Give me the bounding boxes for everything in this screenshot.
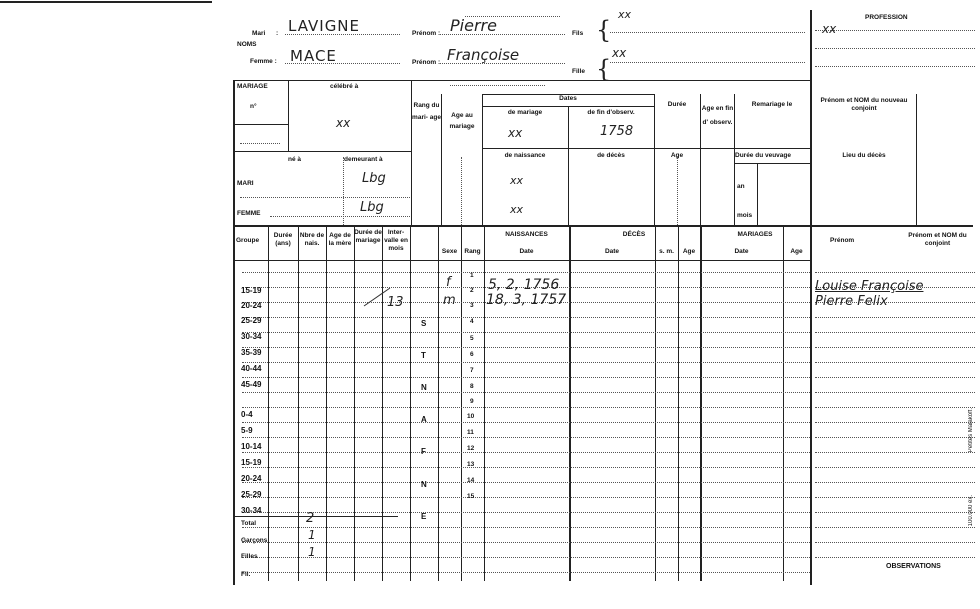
group-label: 35-39 <box>241 348 262 357</box>
mari-name-value: LAVIGNE <box>288 17 361 35</box>
group-label: 25-29 <box>241 316 262 325</box>
dates-label: Dates <box>559 95 577 102</box>
prenom-conjoint-header: Prénom et NOM du conjoint <box>908 232 967 247</box>
sm-header: s. m. <box>659 248 674 255</box>
rank-number: 4 <box>470 318 474 325</box>
femme-prenom-label: Prénom : <box>412 59 441 66</box>
group-label: 30-34 <box>241 332 262 341</box>
de-fin-label: de fin d'observ. <box>587 109 635 116</box>
child1-birth-date: 5, 2, 1756 <box>488 277 560 293</box>
group-label: 40-44 <box>241 364 262 373</box>
femme-prenom-value: Françoise <box>447 46 520 64</box>
child1-sexe: f <box>446 275 451 290</box>
nbre-header: Nbre de nais. <box>299 232 325 247</box>
vertical-letter: E <box>421 512 427 521</box>
prenom-nom-conjoint-label: Prénom et NOM du nouveau conjoint <box>820 97 908 112</box>
rank-number: 7 <box>470 367 474 374</box>
lieu-deces-label: Lieu du décès <box>842 152 886 159</box>
fils-label: Fils <box>572 30 584 37</box>
mari-colon: : <box>276 30 279 37</box>
rank-number: 5 <box>470 335 474 342</box>
mari-prenom-value: Pierre <box>450 16 497 35</box>
age-deces-label: Age <box>670 152 684 159</box>
rank-number: 6 <box>470 351 474 358</box>
sexe-header: Sexe <box>441 248 458 255</box>
vertical-letter: N <box>421 383 427 392</box>
rank-number: 14 <box>467 477 475 484</box>
age-divider <box>461 157 462 225</box>
rank-number: 11 <box>467 429 474 436</box>
rank-number: 2 <box>470 287 474 294</box>
group-label: 20-24 <box>241 474 262 483</box>
remariage-label: Remariage le <box>751 101 793 108</box>
vertical-letter: N <box>421 480 427 489</box>
duree-label: Durée <box>667 101 687 108</box>
child1-prenom: Louise Françoise <box>815 279 924 294</box>
fille-label: Fille <box>572 68 586 75</box>
demeurant-divider <box>343 157 344 225</box>
group-label: 20-24 <box>241 301 262 310</box>
no-value: xx <box>336 116 351 130</box>
femme-naissance-value: xx <box>510 203 524 216</box>
an-label: an <box>737 183 745 190</box>
child2-birth-date: 18, 3, 1757 <box>486 292 567 308</box>
filles-label: Filles <box>241 553 258 560</box>
rank-number: 12 <box>467 445 475 452</box>
deces-age-header: Age <box>682 248 696 255</box>
fils-brace: { <box>596 16 612 44</box>
rang-mariage-label: Rang du mari- age <box>412 102 441 121</box>
fille-value: xx <box>612 46 627 60</box>
group-label: 25-29 <box>241 490 262 499</box>
intervalle-value: 13 <box>387 295 404 310</box>
vertical-letter: A <box>421 415 427 424</box>
group-label: 45-49 <box>241 380 262 389</box>
demeurant-label: demeurant à <box>344 156 383 163</box>
prenom-header: Prénom <box>830 237 855 244</box>
vertical-letter: T <box>421 351 426 360</box>
mois-label: mois <box>737 212 753 219</box>
observations-label: OBSERVATIONS <box>886 563 941 570</box>
fils-value: xx <box>618 8 632 21</box>
total-value: 2 <box>306 511 315 526</box>
total-label: Total <box>241 520 257 527</box>
groupe-header: Groupe <box>236 237 260 244</box>
vertical-letter: F <box>421 447 426 456</box>
mari-demeurant-value: Lbg <box>362 171 386 186</box>
deces-date-header: Date <box>604 248 620 255</box>
garcons-label: Garçons <box>241 537 268 544</box>
naissances-header: NAISSANCES <box>505 231 548 238</box>
femme-label: Femme : <box>250 58 277 65</box>
rang-header: Rang <box>464 248 481 255</box>
mari-prenom-label: Prénom : <box>412 30 441 37</box>
date-mariage-value: xx <box>508 126 523 140</box>
group-label: 15-19 <box>241 286 262 295</box>
age-deces-divider <box>677 157 678 225</box>
rank-number: 3 <box>470 302 474 309</box>
mariage-date-header: Date <box>734 248 749 255</box>
noms-label: NOMS <box>237 41 257 48</box>
vertical-letter: S <box>421 319 427 328</box>
date-fin-value: 1758 <box>600 124 634 139</box>
rank-number: 1 <box>470 272 474 279</box>
fille-brace: { <box>596 55 612 83</box>
mari-row-label: MARI <box>237 180 254 187</box>
printer-note: Petites Malakoff. <box>968 408 974 453</box>
child2-sexe: m <box>443 293 456 308</box>
profession-value: xx <box>822 22 837 36</box>
mari-naissance-value: xx <box>510 174 524 187</box>
intervalle-header: Inter- valle en mois <box>384 229 408 252</box>
rank-number: 15 <box>467 493 475 500</box>
femme-demeurant-value: Lbg <box>360 200 384 215</box>
femme-name-value: MACE <box>290 47 337 65</box>
femme-row-label: FEMME <box>237 210 261 217</box>
rank-number: 8 <box>470 383 474 390</box>
deces-header: DÉCÈS <box>622 231 646 238</box>
diagonal-stroke <box>362 286 392 308</box>
mari-label: Mari <box>252 30 266 37</box>
rank-number: 13 <box>467 461 475 468</box>
mariages-header: MARIAGES <box>737 231 773 238</box>
duree-mariage-header: Durée de mariage <box>354 229 382 244</box>
de-mariage-label: de mariage <box>507 109 543 116</box>
age-mariage-label: Age au mariage <box>449 112 475 130</box>
count-note: 100.000 ex. <box>968 495 974 527</box>
group-label: 10-14 <box>241 442 262 451</box>
naissance-date-header: Date <box>519 248 534 255</box>
de-naissance-label: de naissance <box>504 152 546 159</box>
no-label: n° <box>250 103 257 110</box>
duree-header: Durée (ans) <box>273 232 293 247</box>
mariage-label: MARIAGE <box>237 83 268 90</box>
celebre-label: célébré à <box>330 83 359 90</box>
age-fin-label: Age en fin d' observ. <box>701 105 734 126</box>
duree-veuvage-label: Durée du veuvage <box>735 152 791 159</box>
last-label: Fil. <box>241 571 251 578</box>
group-label: 30-34 <box>241 506 262 515</box>
rank-number: 10 <box>467 413 475 420</box>
profession-label: PROFESSION <box>865 14 908 21</box>
group-label: 5-9 <box>241 426 253 435</box>
filles-value: 1 <box>308 545 316 559</box>
group-label: 0-4 <box>241 410 253 419</box>
child2-prenom: Pierre Felix <box>815 294 888 309</box>
de-deces-label: de décès <box>597 152 625 159</box>
mariage-age-header: Age <box>790 248 803 255</box>
garcons-value: 1 <box>308 528 316 542</box>
age-mere-header: Age de la mère <box>328 232 352 247</box>
group-label: 15-19 <box>241 458 262 467</box>
ne-a-label: né à <box>288 156 302 163</box>
rank-number: 9 <box>470 398 474 405</box>
